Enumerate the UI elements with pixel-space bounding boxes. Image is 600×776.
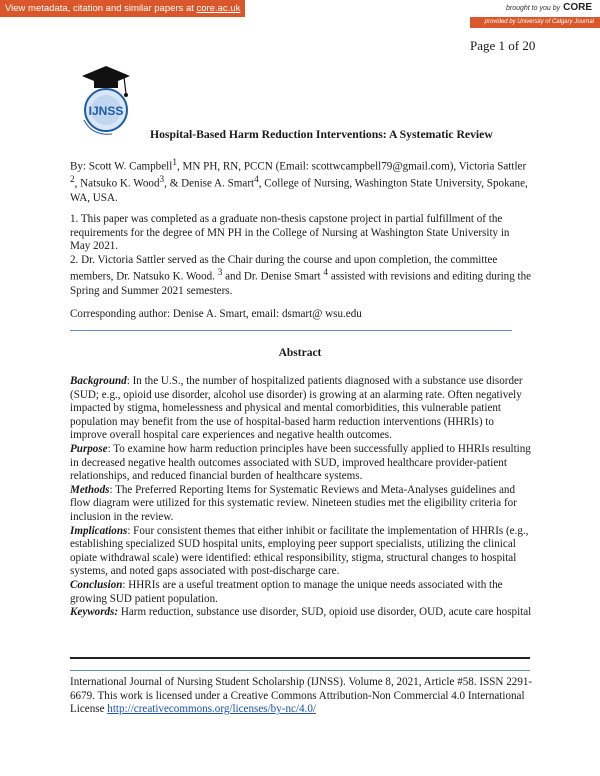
author-sup: 3 <box>159 175 165 186</box>
abstract-heading: Abstract <box>278 347 322 359</box>
abstract-purpose <box>70 443 532 484</box>
paper-title: Hospital-Based Harm Reduction Interventions: A Systematic Review <box>150 128 493 141</box>
note-2 <box>70 254 532 298</box>
section-label: Background <box>70 375 127 387</box>
ijnss-logo-icon <box>72 62 134 142</box>
section-text: : In the U.S., the number of hospitalized patients diagnosed with a substance use disorder (SUD; e.g., opioid use disorder, alcohol use disorder) is growing at an alarming rate. Often negatively impacted by stigma, homelessness and physical and mental comorbidities, this vulnerable patient population may benefit from the use of hospital-based harm reduction interventions (HHRIs) to improve overall hospital care experiences and negative health outcomes. <box>70 375 523 442</box>
author-text: By: Scott W. Campbell <box>70 160 173 173</box>
section-label: Purpose <box>70 442 108 455</box>
footer-divider-thick <box>70 657 530 659</box>
author-text: , College of Nursing, Washington State University, Spokane, WA, USA. <box>70 177 528 204</box>
author-sup: 1 <box>172 158 177 168</box>
divider <box>70 330 512 331</box>
note-1: 1. This paper was completed as a graduate non-thesis capstone project in partial fulfillment of the requirements for the degree of MN PH in the College of Nursing at Washington State University in May 2021. <box>70 213 510 253</box>
core-link[interactable]: core.ac.uk <box>196 3 241 14</box>
note-text: assisted with revisions and editing during the Spring and Summer 2021 semesters. <box>70 271 532 297</box>
note-sup: 3 <box>217 268 223 279</box>
author-notes <box>70 213 532 298</box>
section-text: : HHRIs are a useful treatment option to manage the unique needs associated with the growing SUD patient population. <box>70 578 503 605</box>
section-text: : Four consistent themes that either inhibit or facilitate the implementation of HHRIs (e.g., establishing specialized SUD hospital units, employing peer support specialists, utilizing the clinical opiate withdrawal scale) were identified: ethical responsibility, stigma, structural changes to hospital systems, and noted gaps associated with post-discharge care. <box>70 524 529 578</box>
core-logo-text[interactable]: CORE <box>563 2 592 13</box>
authors-block <box>70 157 532 205</box>
brought-by-text: brought to you by <box>506 5 561 12</box>
author-sup: 4 <box>254 175 259 186</box>
abstract-methods <box>70 484 532 525</box>
section-label: Conclusion <box>70 578 123 591</box>
abstract-body <box>70 375 532 620</box>
author-text: , Natsuko K. Wood <box>74 177 160 190</box>
footer-text: International Journal of Nursing Student Scholarship (IJNSS). Volume 8, 2021, Article #58. ISSN 2291-6679. This work is licensed under a Creative Commons Attribution-Non Commercial 4.0 International License <box>70 676 533 716</box>
abstract-keywords <box>70 606 532 620</box>
author-sup: 2 <box>70 175 75 186</box>
abstract-conclusion <box>70 579 532 606</box>
note-text: 2. Dr. Victoria Sattler served as the Chair during the course and upon completion, the committee members, Dr. Natsuko K. Wood. <box>70 253 498 284</box>
author-text: , & Denise A. Smart <box>164 177 255 190</box>
provided-by-bar[interactable]: provided by University of Calgary Journal Hosting <box>470 17 600 28</box>
abstract-implications <box>70 525 532 579</box>
section-text: : The Preferred Reporting Items for Systematic Reviews and Meta-Analyses guidelines and flow diagram were utilized for this systematic review. Nineteen studies met the eligibility criteria for inclusion in the review. <box>70 483 517 523</box>
section-label: Implications <box>70 524 128 537</box>
license-link[interactable]: http://creativecommons.org/licenses/by-nc/4.0/ <box>107 703 316 716</box>
core-brought-by <box>506 2 592 13</box>
core-view-text: View metadata, citation and similar papers at <box>5 3 197 14</box>
abstract-background <box>70 375 532 443</box>
page-number: Page 1 of 20 <box>470 38 536 53</box>
section-label: Methods <box>70 483 110 496</box>
note-sup: 4 <box>323 268 329 279</box>
section-label: Keywords: <box>70 606 119 619</box>
core-metadata-link-bar[interactable] <box>0 0 245 17</box>
section-text: Harm reduction, substance use disorder, SUD, opioid use disorder, OUD, acute care hospital <box>118 606 532 619</box>
author-text: , MN PH, RN, PCCN (Email: scottwcampbell79@gmail.com), Victoria Sattler <box>176 160 527 173</box>
core-banner <box>0 0 600 36</box>
footer <box>70 676 540 717</box>
logo-text: IJNSS <box>88 104 124 118</box>
corresponding-author: Corresponding author: Denise A. Smart, email: dsmart@ wsu.edu <box>70 308 362 320</box>
section-text: : To examine how harm reduction principles have been successfully applied to HHRIs resulting in decreased negative health outcomes associated with SUD, improved healthcare provider-patient relationships, and reduced financial burden of healthcare systems. <box>70 442 531 483</box>
footer-divider-thin <box>70 670 530 671</box>
note-text: and Dr. Denise Smart <box>222 271 324 284</box>
